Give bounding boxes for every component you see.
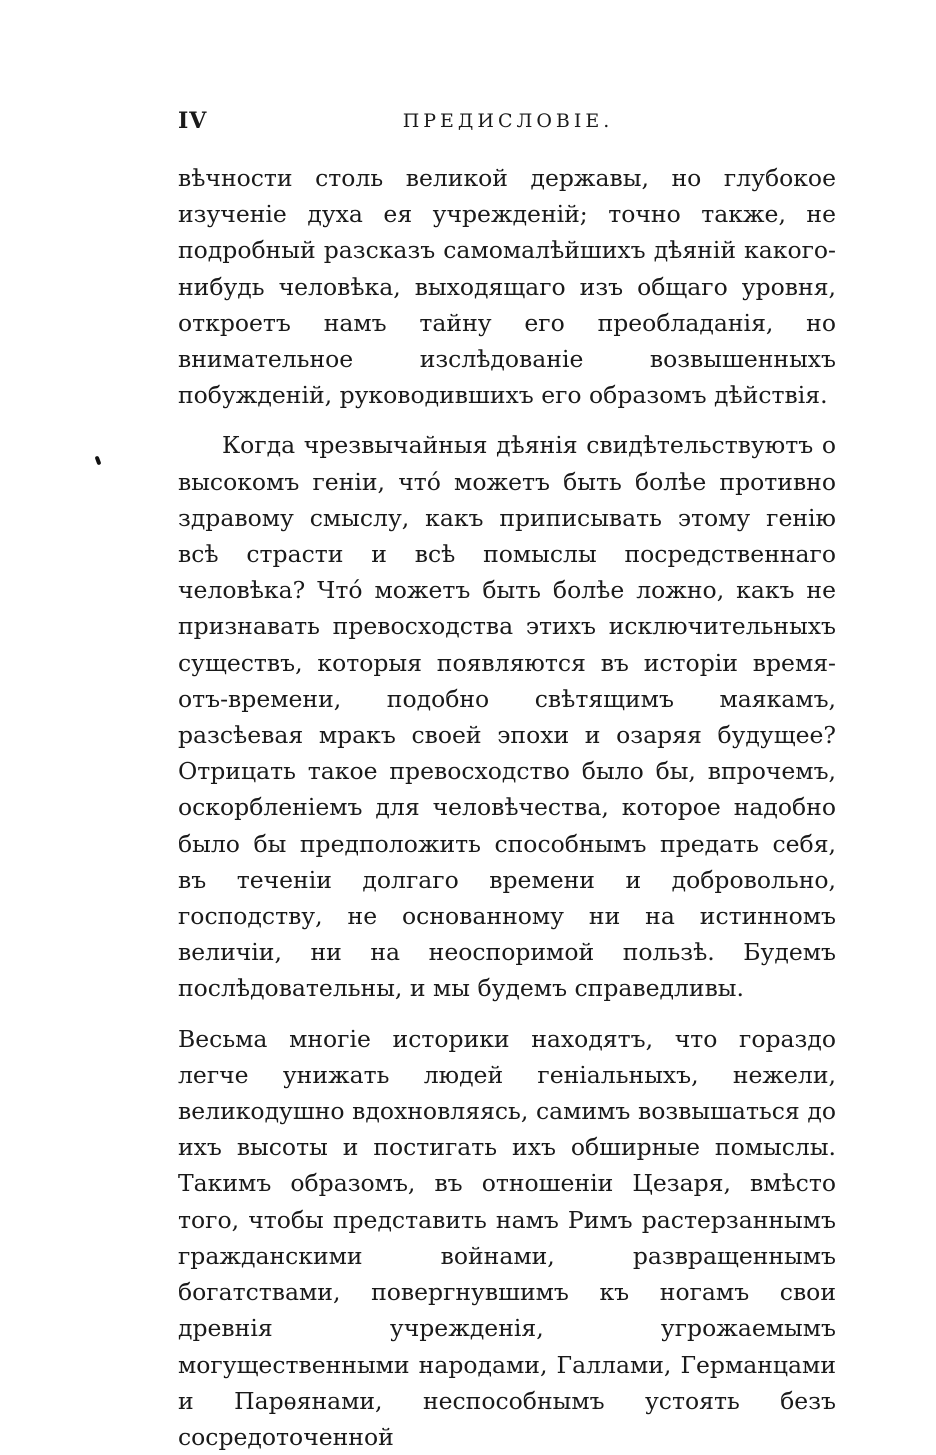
paragraph-genius: Когда чрезвычайныя дѣянія свидѣтельствуютъ о высокомъ геніи, что́ можетъ быть болѣе противно здравому смыслу, какъ приписывать этому генію всѣ страсти и всѣ помыслы посредственнаго человѣка? Что́ можетъ быть болѣе ложно, какъ не признавать превосходства этихъ исключительныхъ существъ, которыя появляются въ исторіи время-отъ-времени, подобно свѣтящимъ маякамъ, разсѣевая мракъ своей эпохи и озаряя будущее? Отрицать такое превосходство было бы, впрочемъ, оскорбленіемъ для человѣчества, которое надобно было бы предположить способнымъ предать себя, въ теченіи долгаго времени и добровольно, господству, не основанному ни на истинномъ величіи, ни на неоспоримой пользѣ. Будемъ послѣдовательны, и мы будемъ справедливы.	[178, 431, 836, 1003]
body-text	[178, 160, 836, 1455]
paragraph-continued: вѣчности столь великой державы, но глубокое изученіе духа ея учрежденій; точно также, не подробный разсказъ самомалѣйшихъ дѣяній какого-нибудь человѣка, выходящаго изъ общаго уровня, откроетъ намъ тайну его преобладанія, но внимательное изслѣдованіе возвышенныхъ побужденій, руководившихъ его образомъ дѣйствія.	[178, 164, 836, 410]
ink-speck	[95, 456, 102, 466]
running-title: ПРЕДИСЛОВІЕ.	[402, 110, 614, 132]
page-number: IV	[178, 108, 208, 134]
paragraph-historians: Весьма многіе историки находятъ, что гораздо легче унижать людей геніальныхъ, нежели, великодушно вдохновляясь, самимъ возвышаться до ихъ высоты и постигать ихъ обширные помыслы. Такимъ образомъ, въ отношеніи Цезаря, вмѣсто того, чтобы представить намъ Римъ растерзаннымъ гражданскими войнами, развращеннымъ богатствами, повергнувшимъ къ ногамъ свои древнія учрежденія, угрожаемымъ могущественными народами, Галлами, Германцами и Парѳянами, неспособнымъ устоять безъ сосредоточенной	[178, 1024, 836, 1451]
page-header	[178, 108, 838, 138]
